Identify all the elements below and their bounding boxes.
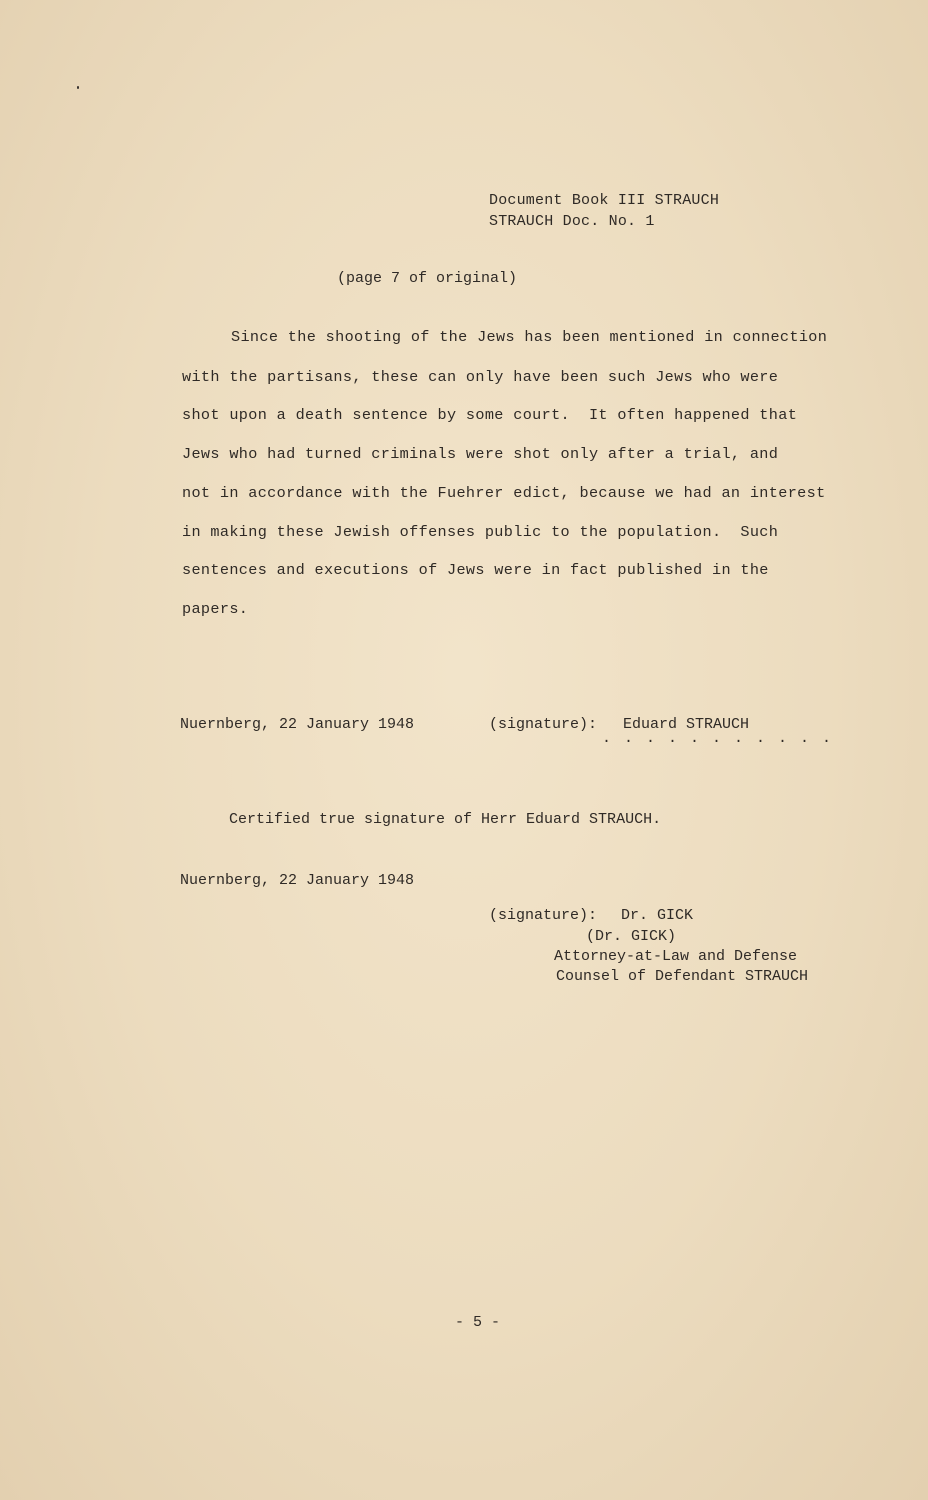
page-reference: (page 7 of original): [337, 270, 518, 287]
certifier-typed-name: (Dr. GICK): [586, 928, 677, 945]
body-line: Jews who had turned criminals were shot only after a trial, and: [182, 445, 779, 463]
certifier-title-line: Counsel of Defendant STRAUCH: [556, 968, 809, 985]
body-line: papers.: [182, 600, 249, 618]
signature-label: (signature):: [489, 716, 598, 733]
body-line: sentences and executions of Jews were in fact published in the: [182, 561, 769, 579]
certifier-signature-label: (signature):: [489, 907, 598, 924]
document-number-label: STRAUCH Doc. No. 1: [489, 213, 655, 230]
body-line: shot upon a death sentence by some court. It often happened that: [182, 406, 798, 424]
document-book-label: Document Book III STRAUCH: [489, 192, 720, 209]
page-number: - 5 -: [455, 1314, 501, 1331]
certifier-title-line: Attorney-at-Law and Defense: [554, 948, 798, 965]
certifier-signature-name: Dr. GICK: [621, 907, 694, 924]
signature-name: Eduard STRAUCH: [623, 716, 750, 733]
body-line: in making these Jewish offenses public to the population. Such: [182, 523, 779, 541]
signature-dotted-line: . . . . . . . . . . .: [602, 730, 834, 747]
body-line: not in accordance with the Fuehrer edict, because we had an interest: [182, 484, 826, 502]
certification-text: Certified true signature of Herr Eduard STRAUCH.: [229, 811, 662, 828]
certification-place-date: Nuernberg, 22 January 1948: [180, 872, 415, 889]
body-line: Since the shooting of the Jews has been mentioned in connection: [231, 328, 828, 346]
body-line: with the partisans, these can only have been such Jews who were: [182, 368, 779, 386]
signature-place-date: Nuernberg, 22 January 1948: [180, 716, 415, 733]
paper-speck: [77, 86, 79, 89]
